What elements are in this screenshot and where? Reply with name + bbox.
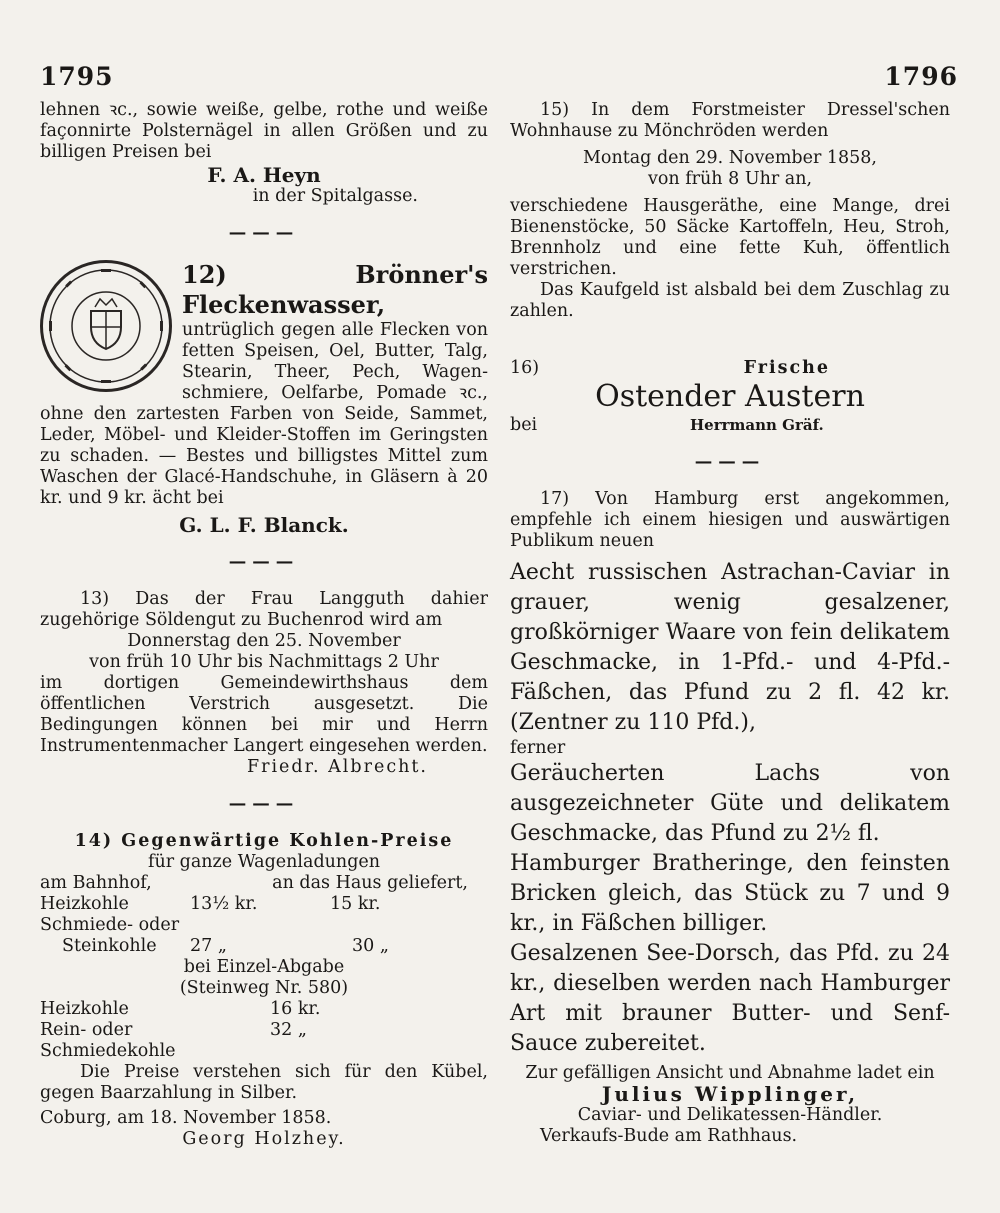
seller-heyn: F. A. Heyn bbox=[207, 163, 321, 187]
coal-price-house: 30 „ bbox=[352, 936, 389, 956]
ad-16-title: Ostender Austern bbox=[595, 379, 865, 414]
ad-11-continued: lehnen ꝛc., sowie weiße, gelbe, rothe und weiße façonnirte Polsternägel in allen Größen und zu billigen Preisen bei bbox=[40, 100, 488, 162]
table-row bbox=[40, 1020, 488, 1062]
ad-14-note: Die Preise verstehen sich für den Kübel, gegen Baarzahlung in Silber. bbox=[40, 1062, 488, 1103]
ad-17-trade: Caviar- und Delikatessen-Händler. bbox=[577, 1105, 883, 1125]
coal-price-house: 15 kr. bbox=[330, 894, 381, 914]
separator: ——— bbox=[228, 223, 300, 243]
ad-15-time: von früh 8 Uhr an, bbox=[647, 169, 813, 189]
coal-name: Heizkohle bbox=[40, 894, 129, 914]
seller-blanck: G. L. F. Blanck. bbox=[179, 513, 349, 537]
ad-17-cod: Gesalzenen See-Dorsch, das Pfd. zu 24 kr., dieselben werden nach Hamburger Art mit brauner Butter- und Senf-Sauce zubereitet. bbox=[510, 941, 950, 1056]
ad-15-text: 15) In dem Forstmeister Dressel'schen Wohnhause zu Mönchröden werden bbox=[510, 100, 950, 141]
ad-17-booth: Verkaufs-Bude am Rathhaus. bbox=[540, 1126, 798, 1146]
ad-15 bbox=[510, 100, 950, 322]
ad-16-number: 16) bbox=[510, 358, 540, 378]
ad-14-subtitle: für ganze Wagenladungen bbox=[147, 852, 381, 872]
coal-name: Heizkohle bbox=[40, 999, 129, 1019]
ad-17-intro: 17) Von Hamburg erst angekommen, empfehle ich einem hiesigen und auswärtigen Publikum neuen bbox=[510, 489, 950, 551]
coal-table-header bbox=[40, 873, 488, 894]
table-row bbox=[40, 999, 488, 1020]
ad-13-date: Donnerstag den 25. November bbox=[127, 631, 401, 651]
coal-price-single: 16 kr. bbox=[270, 999, 321, 1019]
ad-15-items: verschiedene Hausgeräthe, eine Mange, drei Bienenstöcke, 50 Säcke Kartoffeln, Heu, Stroh, Brennholz und eine fette Kuh, öffentlich verstrichen. bbox=[510, 196, 950, 279]
ad-17 bbox=[510, 489, 950, 1147]
ad-12-body: untrüglich gegen alle Flecken von fetten Speisen, Oel, Butter, Talg, Stearin, Theer, Pech, Wagen-schmiere, Oelfarbe, Pomade ꝛc., ohne den zartesten Farben von Seide, Sammet, Leder, Möbel- und Kleider-Stoffen im Geringsten zu schaden. — Bestes und billigstes Mittel zum Waschen der Glacé-Handschuhe, in Gläsern à 20 kr. und 9 kr. ächt bei bbox=[40, 320, 488, 508]
ad-17-signature: Julius Wipplinger, bbox=[601, 1082, 859, 1106]
ad-16-fresh: Frische bbox=[743, 358, 830, 378]
ad-14-signature: Georg Holzhey. bbox=[182, 1129, 346, 1149]
ad-13-text: 13) Das der Frau Langguth dahier zugehörige Söldengut zu Buchenrod wird am bbox=[40, 589, 488, 630]
ad-13-signature: Friedr. Albrecht. bbox=[246, 757, 428, 777]
page-number-left: 1795 bbox=[40, 62, 114, 91]
left-column bbox=[40, 100, 488, 1150]
coal-price-single: 32 „ bbox=[270, 1020, 307, 1040]
separator: ——— bbox=[228, 552, 300, 572]
ad-15-date: Montag den 29. November 1858, bbox=[582, 148, 877, 168]
ad-16-seller: Herrmann Gräf. bbox=[690, 416, 824, 434]
table-row bbox=[40, 936, 488, 957]
coal-name: Steinkohle bbox=[62, 936, 157, 956]
ad-16 bbox=[510, 358, 950, 436]
separator: ——— bbox=[228, 794, 300, 814]
coal-header-house: an das Haus geliefert, bbox=[272, 873, 468, 893]
ad-17-caviar: Aecht russischen Astrachan-Caviar in grauer, wenig gesalzener, großkörniger Waare von fein delikatem Geschmacke, in 1-Pfd.- und 4-Pfd.-Fäßchen, das Pfund zu 2 fl. 42 kr. (Zentner zu 110 Pfd.), bbox=[510, 560, 950, 735]
coal-address: (Steinweg Nr. 580) bbox=[179, 978, 349, 998]
broenner-seal-icon bbox=[40, 260, 172, 392]
coal-price-station: 27 „ bbox=[190, 936, 227, 956]
coal-single-sale: bei Einzel-Abgabe bbox=[183, 957, 345, 977]
ad-17-herring: Hamburger Bratheringe, den feinsten Bricken gleich, das Stück zu 7 und 9 kr., in Fäßchen billiger. bbox=[510, 851, 950, 936]
ad-17-salmon: Geräucherten Lachs von ausgezeichneter Güte und delikatem Geschmacke, das Pfund zu 2½ fl. bbox=[510, 761, 950, 846]
ad-12 bbox=[40, 260, 488, 536]
ad-13 bbox=[40, 589, 488, 778]
ad-17-invite: Zur gefälligen Ansicht und Abnahme ladet ein bbox=[525, 1063, 935, 1083]
ad-14-title: 14) Gegenwärtige Kohlen-Preise bbox=[74, 831, 454, 851]
coal-price-station: 13½ kr. bbox=[190, 894, 258, 914]
ad-12-title: 12) Brönner's Fleckenwasser, bbox=[182, 260, 488, 319]
coal-name: Schmiede- oder bbox=[40, 915, 180, 935]
separator: ——— bbox=[694, 452, 766, 472]
right-column bbox=[510, 100, 950, 1147]
seller-heyn-address: in der Spitalgasse. bbox=[252, 186, 418, 206]
ad-14 bbox=[40, 831, 488, 1150]
ad-17-ferner: ferner bbox=[510, 738, 566, 758]
ad-14-place-date: Coburg, am 18. November 1858. bbox=[40, 1108, 332, 1128]
ad-13-time: von früh 10 Uhr bis Nachmittags 2 Uhr bbox=[89, 652, 439, 672]
page-number-right: 1796 bbox=[884, 62, 958, 91]
table-row bbox=[40, 894, 488, 915]
table-row bbox=[40, 915, 488, 936]
ad-15-payment: Das Kaufgeld ist alsbald bei dem Zuschlag zu zahlen. bbox=[510, 280, 950, 321]
coal-name: Rein- oder Schmiedekohle bbox=[40, 1020, 176, 1061]
coal-header-station: am Bahnhof, bbox=[40, 873, 152, 893]
ad-13-conditions: im dortigen Gemeindewirthshaus dem öffentlichen Verstrich ausgesetzt. Die Bedingungen können bei mir und Herrn Instrumentenmacher Langert eingesehen werden. bbox=[40, 673, 488, 756]
ad-16-bei: bei bbox=[510, 415, 538, 435]
